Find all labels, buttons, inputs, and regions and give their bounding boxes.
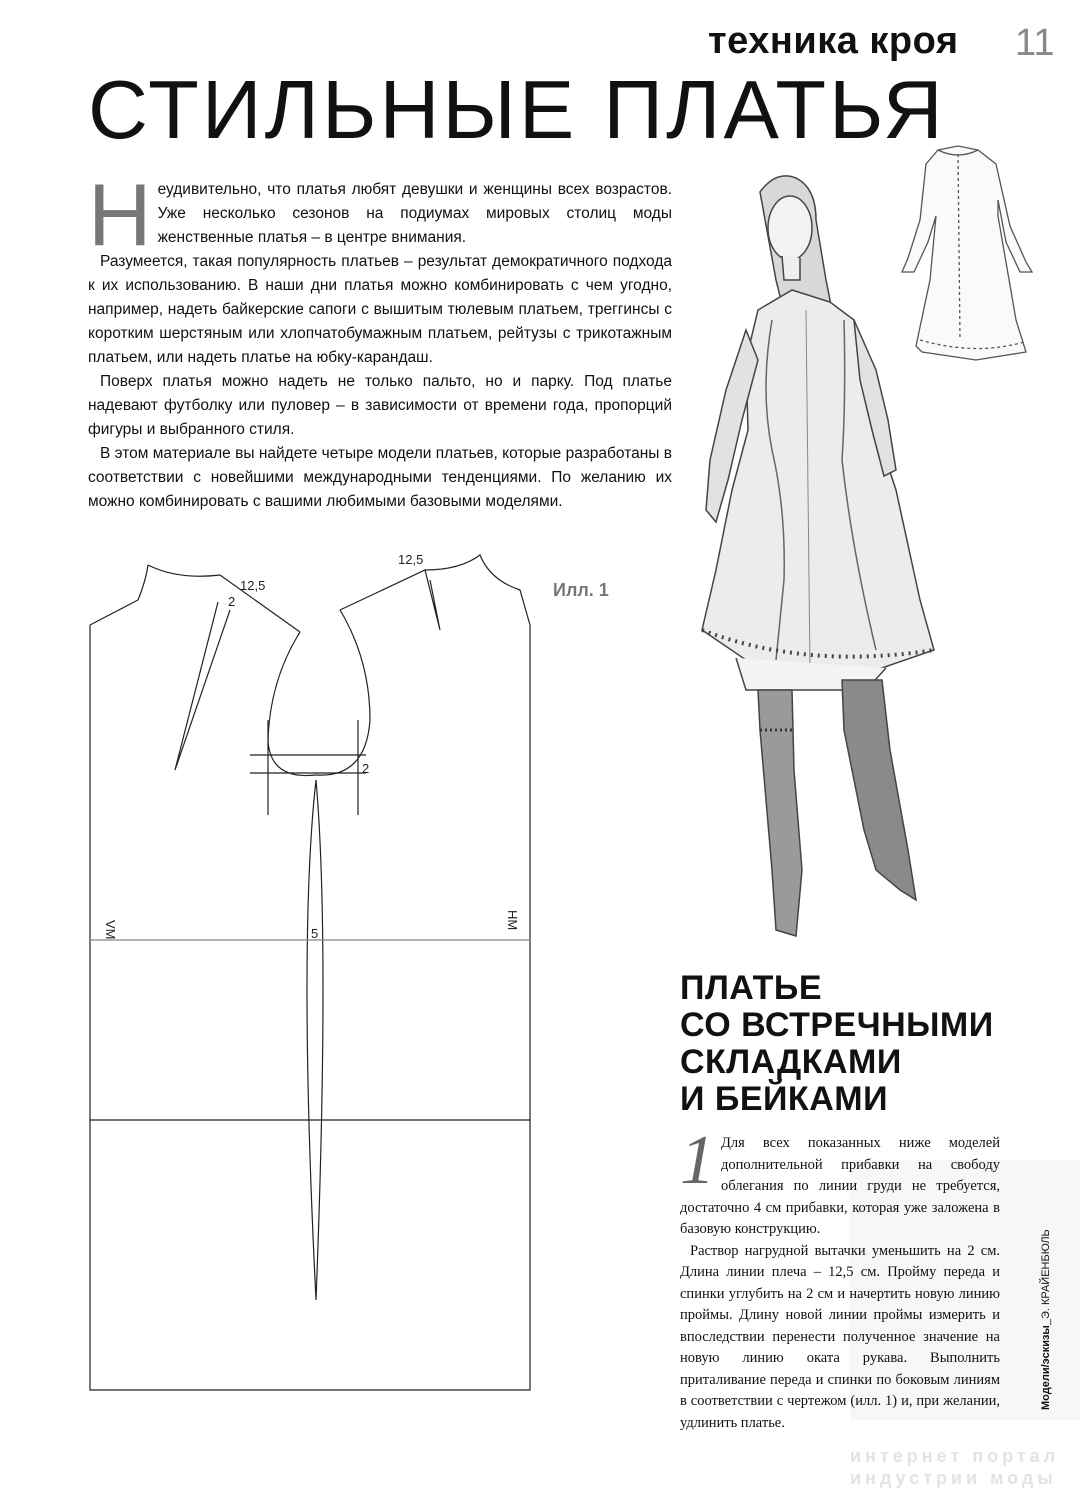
credit: [1040, 1229, 1052, 1410]
illustration-label: Илл. 1: [553, 580, 609, 600]
article-paragraph-2: Раствор нагрудной вытачки уменьшить на 2 см. Длина линии плеча – 12,5 см. Пройму переда и спинки углубить на 2 см и начертить новую линию проймы. Длину новой линии проймы измерить и впоследствии перенести полученное значение на новую линию оката рукава. Выполнить приталивание переда и спинки по боковым линиям в соответствии с чертежом (илл. 1) и, при желании, удлинить платье.: [680, 1242, 1000, 1431]
credit-name: _Э. КРАЙЕНБЮЛЬ: [1040, 1229, 1052, 1326]
intro-dropcap: Н: [88, 165, 152, 264]
intro-paragraph-1: [88, 165, 672, 264]
intro-text: [88, 165, 672, 514]
intro-paragraph-2: Разумеется, такая популярность платьев – результат демократичного подхода к их использованию. В наши дни платья можно комбинировать с чем угодно, например, надеть байкерские сапоги с вышитым тюлевым платьем, треггинсы с коротким шерстяным или хлопчатобумажным платьем, рейтузы с трикотажным платьем, или надеть платье на юбку-карандаш.: [88, 253, 672, 366]
label-vm: VM: [103, 920, 118, 940]
watermark-line-2: индустрии моды: [850, 1468, 1057, 1488]
article-title-line-2: СО ВСТРЕЧНЫМИ: [680, 1006, 994, 1044]
shoulder-front-measure: 12,5: [398, 552, 424, 567]
flat-sketch-dress: [902, 146, 1032, 360]
label-hm: HM: [505, 910, 520, 931]
pattern-outline: [90, 625, 530, 1390]
page-number: 11: [1015, 22, 1055, 64]
page-title: СТИЛЬНЫЕ ПЛАТЬЯ: [88, 63, 946, 156]
dress-sketch-illustration: [676, 130, 1076, 960]
credit-label: Модели/эскизы: [1040, 1325, 1052, 1410]
pattern-drawing: [80, 540, 560, 1400]
figure-sketch: [702, 176, 934, 936]
article-paragraph-1: [680, 1122, 1000, 1241]
watermark-line-1: интернет портал: [850, 1446, 1060, 1466]
article-title-line-4: И БЕЙКАМИ: [680, 1080, 889, 1118]
article-title: [680, 970, 994, 1118]
armhole-measure: 2: [362, 761, 370, 776]
article-body: [680, 1122, 1000, 1434]
dart-measure: 2: [228, 594, 236, 609]
intro-paragraph-3: Поверх платья можно надеть не только пальто, но и парку. Под платье надевают футболку или пуловер – в зависимости от времени года, пропорций фигуры и выбранного стиля.: [88, 373, 672, 438]
article-title-line-3: СКЛАДКАМИ: [680, 1043, 902, 1081]
shoulder-back-measure: 12,5: [240, 578, 266, 593]
intro-paragraph-4: В этом материале вы найдете четыре модели платьев, которые разработаны в соответствии с новейшими международными тенденциями. По желанию их можно комбинировать с вашими любимыми базовыми моделями.: [88, 445, 672, 510]
section-title: техника кроя: [708, 20, 959, 62]
intro-p1-text: еудивительно, что платья любят девушки и женщины всех возрастов. Уже несколько сезонов на подиумах мировых столиц моды женственные платья – в центре внимания.: [157, 181, 672, 246]
article-title-line-1: ПЛАТЬЕ: [680, 969, 823, 1007]
waist-measure: 5: [311, 926, 319, 941]
article-dropcap: 1: [680, 1122, 715, 1199]
article-p1-text: Для всех показанных ниже моделей дополнительной прибавки на свободу облегания по линии груди не требуется, достаточно 4 см прибавки, которая уже заложена в базовую конструкцию.: [680, 1135, 1000, 1237]
